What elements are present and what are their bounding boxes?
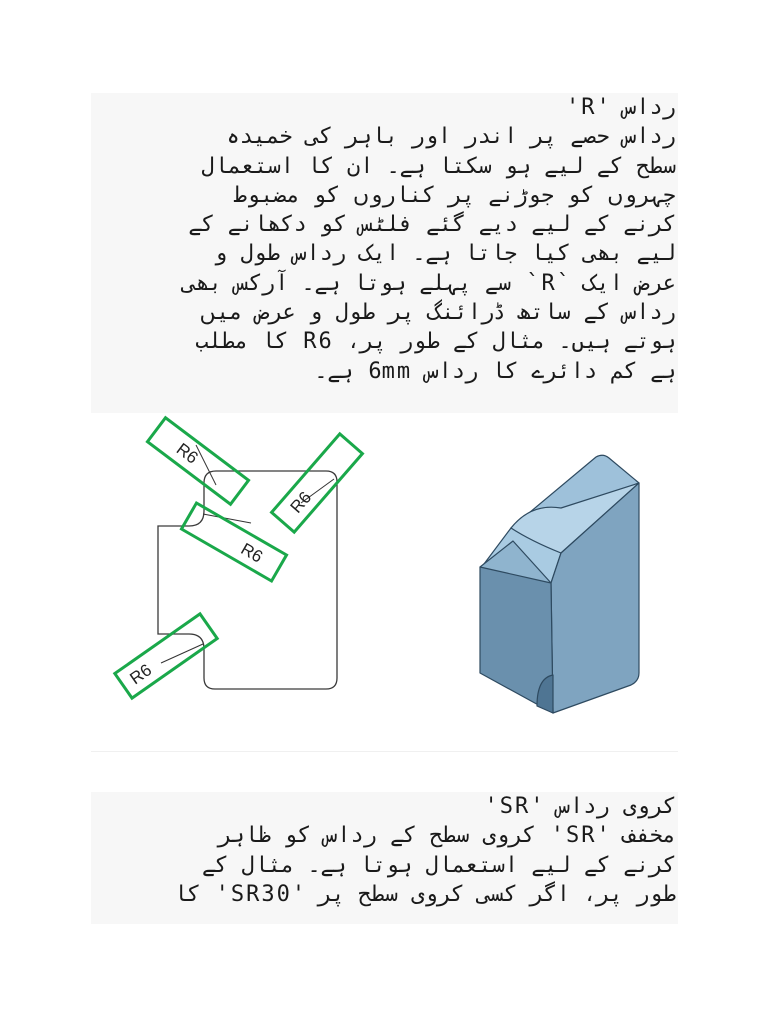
paragraph-line: رداس حصے پر اندر اور باہر کی خمیدہ	[226, 124, 676, 150]
paragraph-line: عرض ایک `R` سے پہلے ہوتا ہے۔ آرکس بھی	[182, 270, 676, 296]
radius-illustration	[91, 413, 678, 752]
dimension-text: R6	[237, 539, 266, 567]
paragraph-line: رداس کے ساتھ ڈرائنگ پر طول و عرض میں	[199, 300, 676, 326]
dimension-label-middle	[181, 503, 286, 581]
dimension-label-top	[147, 418, 248, 505]
paragraph-line: چہروں کو جوڑنے پر کناروں کو مضبوط	[233, 182, 676, 208]
radius-drawing	[91, 413, 678, 751]
paragraph-line: کرنے کے لیے استعمال ہوتا ہے۔ مثال کے	[202, 852, 676, 878]
radius-text-block	[91, 93, 678, 413]
dimension-text: R6	[126, 660, 156, 689]
paragraph-line: ہے کم دائرے کا رداس 6mm ہے۔	[314, 358, 676, 384]
section-heading: رداس 'R'	[566, 95, 676, 120]
paragraph-line: مخفف 'SR' کروی سطح کے رداس کو ظاہر	[218, 823, 676, 849]
dimension-text: R6	[286, 487, 316, 517]
dimension-label-right	[272, 434, 363, 532]
spherical-radius-text-block	[91, 792, 678, 924]
paragraph-line: ہوتے ہیں۔ مثال کے طور پر، R6 کا مطلب	[195, 329, 676, 355]
solid-model	[480, 455, 639, 713]
dimension-label-bottom	[115, 614, 217, 698]
dimension-text: R6	[172, 439, 202, 468]
paragraph-line: طور پر، اگر کسی کروی سطح پر 'SR30' کا	[173, 881, 676, 907]
section-heading: کروی رداس 'SR'	[484, 794, 676, 819]
paragraph-line: کرنے کے لیے دیے گئے فلٹس کو دکھانے کے	[188, 212, 676, 238]
paragraph-line: سطح کے لیے ہو سکتا ہے۔ ان کا استعمال	[201, 153, 676, 179]
paragraph-line: لیے بھی کیا جاتا ہے۔ ایک رداس طول و	[213, 241, 676, 267]
